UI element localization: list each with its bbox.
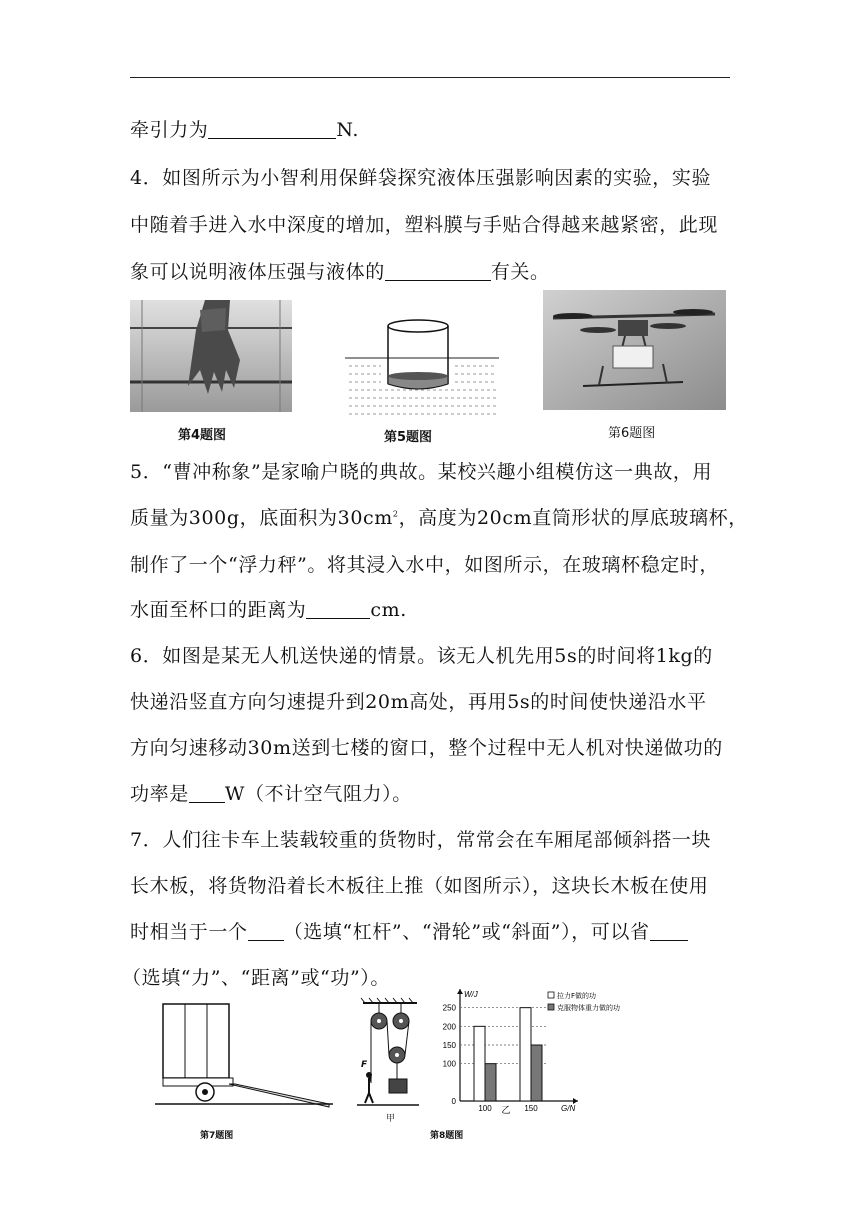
answer-blank[interactable] xyxy=(208,120,336,139)
legend-swatch-gravity xyxy=(548,1004,554,1010)
superscript: 2 xyxy=(392,509,399,519)
question-6-line-2: 快递沿竖直方向匀速提升到20m高处，再用5s的时间使快递沿水平 xyxy=(130,691,707,713)
text-line-1: 牵引力为 N. xyxy=(130,119,360,141)
fig7-truck-ramp xyxy=(155,1000,335,1112)
x-axis-label: G/N xyxy=(561,1104,576,1113)
y-tick-label: 0 xyxy=(451,1097,456,1106)
fig5-caption: 第5题图 xyxy=(384,430,433,445)
y-tick-label: 150 xyxy=(442,1041,456,1050)
bar-pull-work xyxy=(520,1008,531,1101)
force-label: F xyxy=(361,1060,368,1070)
fig4-hand-photo xyxy=(130,300,292,412)
fig6-caption: 第6题图 xyxy=(608,426,656,441)
question-7-line-3: 时相当于一个 （选填“杠杆”、“滑轮”或“斜面”），可以省 xyxy=(130,917,688,944)
question-5-line-2: 质量为300g，底面积为$30cm^2$，高度为20cm直筒形状的厚底玻璃杯， xyxy=(130,507,748,529)
question-7-line-2: 长木板，将货物沿着长木板往上推（如图所示），这块长木板在使用 xyxy=(130,875,709,897)
question-5-line-1: 5．“曹冲称象”是家喻户晓的典故。某校兴趣小组模仿这一典故，用 xyxy=(130,461,713,483)
x-tick-label: 150 xyxy=(524,1104,538,1113)
question-7-line-1: 7．人们往卡车上装载较重的货物时，常常会在车厢尾部倾斜搭一块 xyxy=(130,829,712,851)
question-6-line-4: 功率是 W（不计空气阻力）。 xyxy=(130,783,412,805)
answer-blank[interactable] xyxy=(650,922,688,941)
question-6-line-1: 6．如图是某无人机送快递的情景。该无人机先用5s的时间将1kg的 xyxy=(130,645,713,667)
x-tick-label: 100 xyxy=(478,1104,492,1113)
question-4-line-3: 象可以说明液体压强与液体的 有关。 xyxy=(130,261,550,283)
question-4-line-1: 4．如图所示为小智利用保鲜袋探究液体压强影响因素的实验，实验 xyxy=(130,167,712,189)
question-5-line-4: 水面至杯口的距离为 cm. xyxy=(130,599,407,621)
answer-blank[interactable] xyxy=(189,784,225,803)
bar-gravity-work xyxy=(485,1064,496,1101)
fig8-pulley-diagram xyxy=(357,995,422,1110)
fig8-jia-label: 甲 xyxy=(386,1114,396,1124)
y-axis-label: W/J xyxy=(464,990,478,999)
bar-pull-work xyxy=(474,1026,485,1101)
legend-label-gravity: 克服物体重力做的功 xyxy=(557,1004,620,1012)
fig5-glass-diagram xyxy=(343,318,501,418)
fig6-drone-photo xyxy=(543,290,726,410)
legend-label-pull: 拉力F做的功 xyxy=(557,992,597,1000)
question-6-line-3: 方向匀速移动30m送到七楼的窗口，整个过程中无人机对快递做功的 xyxy=(130,737,723,759)
fig8-caption: 第8题图 xyxy=(430,1131,464,1141)
fig7-caption: 第7题图 xyxy=(200,1131,234,1141)
work-bar-chart-svg xyxy=(428,985,664,1115)
question-5-line-3: 制作了一个“浮力秤”。将其浸入水中，如图所示，在玻璃杯稳定时， xyxy=(130,554,720,576)
y-tick-label: 100 xyxy=(442,1059,456,1069)
bar-gravity-work xyxy=(531,1045,542,1101)
fig8-bar-chart xyxy=(428,985,664,1115)
legend-swatch-pull xyxy=(548,992,554,998)
y-tick-label: 250 xyxy=(442,1003,456,1013)
fig8-yi-label: 乙 xyxy=(501,1105,511,1115)
question-4-line-2: 中随着手进入水中深度的增加，塑料膜与手贴合得越来越紧密，此现 xyxy=(130,214,719,236)
question-7-line-4: （选填“力”、“距离”或“功”）。 xyxy=(122,967,390,989)
y-tick-label: 200 xyxy=(442,1022,456,1032)
answer-blank[interactable] xyxy=(248,922,284,941)
answer-blank[interactable] xyxy=(385,262,491,281)
y-axis-arrow xyxy=(457,989,463,994)
header-rule xyxy=(130,77,730,78)
fig4-caption: 第4题图 xyxy=(178,428,227,443)
answer-blank[interactable] xyxy=(306,600,370,619)
